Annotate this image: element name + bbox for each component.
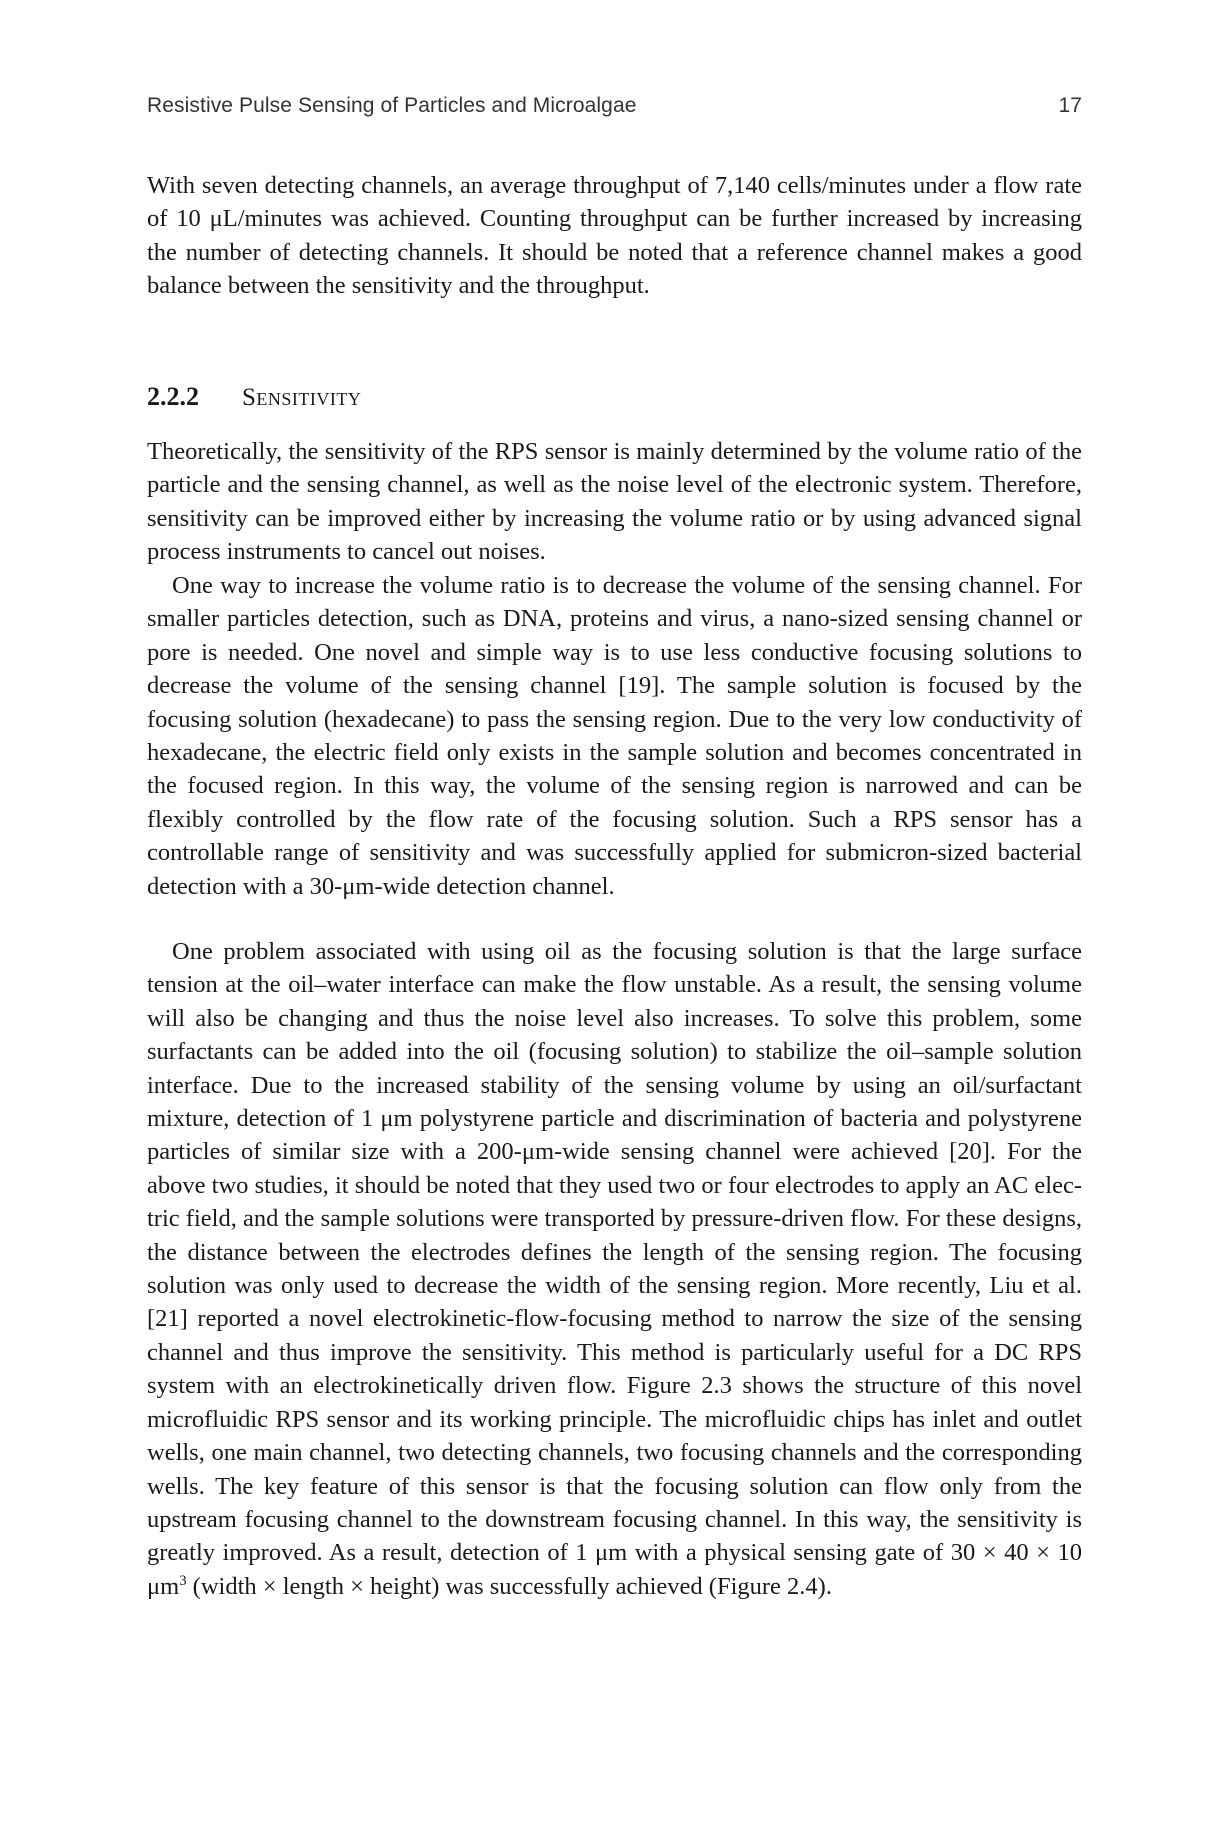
running-head: [147, 94, 1082, 124]
section-title: Sensitivity: [242, 384, 362, 411]
page-number: 17: [1058, 94, 1082, 117]
cubic-superscript: 3: [179, 1572, 187, 1589]
section-number: 2.2.2: [147, 382, 199, 411]
paragraph-oil-focusing-tail: (width × length × height) was successfully achieved (Figure 2.4).: [186, 1572, 832, 1600]
paragraph-throughput: With seven detecting channels, an average throughput of 7,140 cells/minutes under a flow rate of 10 μL/minutes was achieved. Counting throughput can be further increased by increasing the number of detecting channels. It should be noted that a reference channel makes a good balance between the sensitivity and the throughput.: [147, 172, 1082, 300]
paragraph-volume-ratio: One way to increase the volume ratio is to decrease the volume of the sensing channel. For smaller particles detection, such as DNA, proteins and virus, a nano-sized sensing channel or pore is needed. One novel and simple way is to use less conductive focusing solutions to decrease the volume of the sensing channel [19]. The sample solution is focused by the focusing solution (hexadecane) to pass the sensing region. Due to the very low conductivity of hexadecane, the electric field only exists in the sample solution and becomes concentrated in the focused region. In this way, the volume of the sensing region is narrowed and can be flexibly controlled by the flow rate of the focusing solution. Such a RPS sensor has a controllable range of sensitivity and was successfully applied for submicron-sized bacterial detection with a 30-μm-wide detection channel.: [147, 572, 1082, 900]
running-head-title: Resistive Pulse Sensing of Particles and Microalgae: [147, 94, 637, 117]
paragraph-oil-focusing-main: One problem associated with using oil as the focusing solution is that the large surface tension at the oil–water interface can make the flow unstable. As a result, the sensing volume will also be changing and thus the noise level also increases. To solve this problem, some surfactants can be added into the oil (focusing solution) to stabilize the oil–sample solution interface. Due to the increased stability of the sensing volume by using an oil/surfactant mixture, detection of 1 μm polystyrene particle and discrimination of bacteria and polystyrene particles of similar size with a 200-μm-wide sensing channel were achieved [20]. For the above two studies, it should be noted that they used two or four electrodes to apply an AC electric field, and the sample solutions were transported by pressure-driven flow. For these designs, the distance between the electrodes defines the length of the sensing region. The focusing solution was only used to decrease the width of the sensing region. More recently, Liu et al. [21] reported a novel electrokinetic-flow-focusing method to narrow the size of the sensing channel and thus improve the sensitivity. This method is particularly useful for a DC RPS system with an electrokinetically driven flow. Figure 2.3 shows the structure of this novel microfluidic RPS sensor and its working principle. The microfluidic chips has inlet and outlet wells, one main channel, two detecting channels, two focusing channels and the corresponding wells. The key feature of this sensor is that the focusing solution can flow only from the upstream focusing channel to the downstream focusing channel. In this way, the sensitivity is greatly improved. As a result, detection of 1 μm with a physical sensing gate of 30 × 40 × 10 μm: [147, 938, 1082, 1600]
paragraph-oil-focusing: [147, 935, 1082, 1603]
paragraph-theoretical-sensitivity: Theoretically, the sensitivity of the RPS sensor is mainly determined by the volume ratio of the particle and the sensing channel, as well as the noise level of the electronic system. Therefore, sensitivity can be improved either by increasing the volume ratio or by using advanced signal process instruments to cancel out noises.: [147, 438, 1082, 566]
section-heading: [147, 382, 361, 412]
